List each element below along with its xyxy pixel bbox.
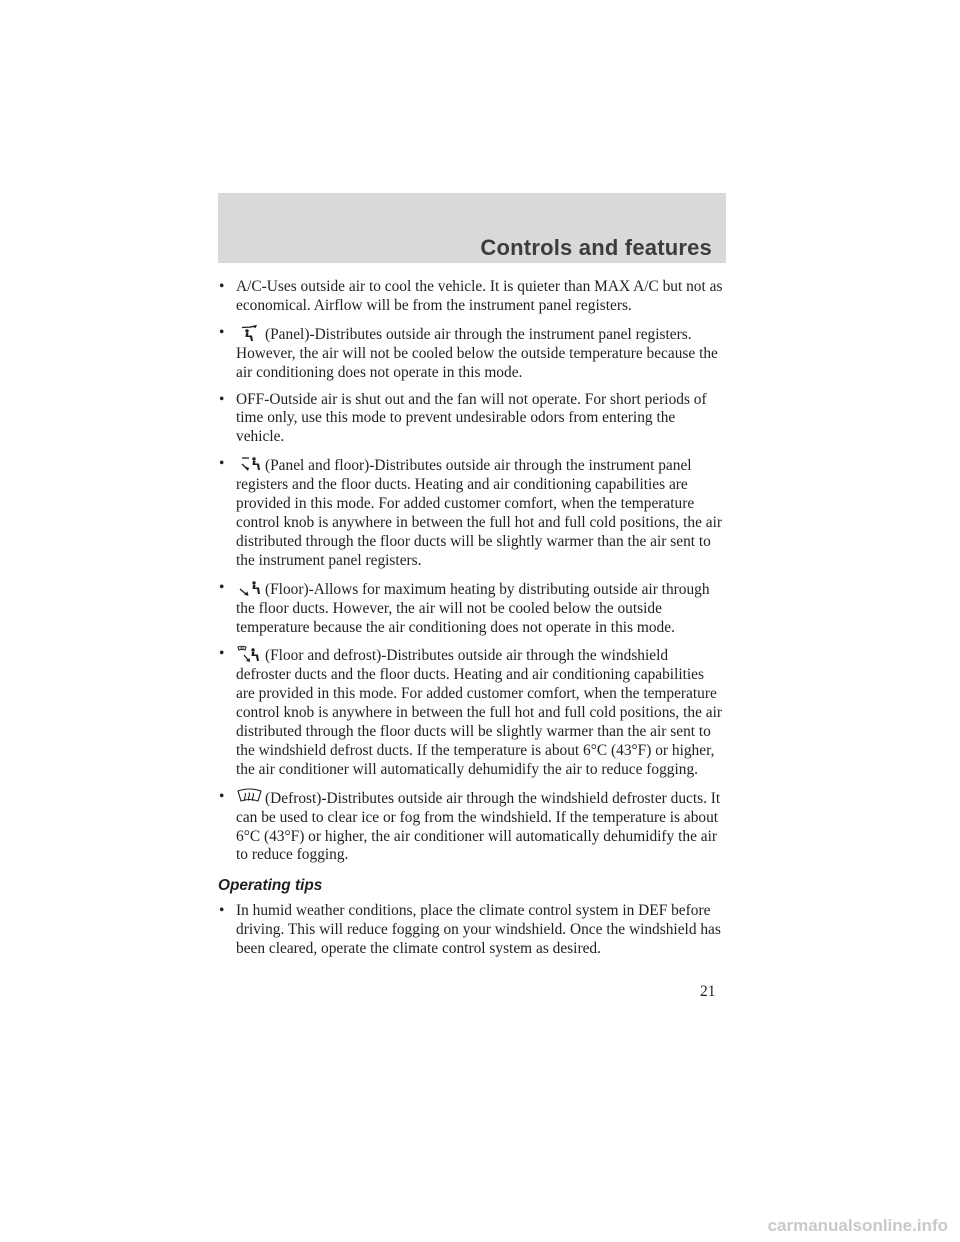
page-number: 21 — [700, 983, 716, 1000]
bullet-dot: • — [219, 787, 225, 805]
page-content — [218, 278, 726, 967]
bullet-dot: • — [219, 278, 225, 295]
bullet-ac — [218, 278, 726, 316]
bullet-tip — [218, 902, 726, 959]
bullet-text: In humid weather conditions, place the climate control system in DEF before driving. This will reduce fogging on your windshield. Once the windshield has been cleared, operate the climate control system as desired. — [236, 902, 721, 958]
bullet-text: (Panel)-Distributes outside air through the instrument panel registers. However, the air will not be cooled below the outside temperature because the air conditioning does not operate in this mode. — [236, 325, 718, 381]
bullet-panel-floor — [218, 455, 726, 570]
panel-vent-icon — [236, 324, 264, 342]
bullet-text: (Floor)-Allows for maximum heating by distributing outside air through the floor ducts. However, the air will not be cooled below the outside temperature because the air conditioning does not operate in this mode. — [236, 580, 710, 636]
bullet-floor — [218, 579, 726, 638]
bullet-text: A/C-Uses outside air to cool the vehicle. It is quieter than MAX A/C but not as economical. Airflow will be from the instrument panel registers. — [236, 278, 723, 314]
bullet-dot: • — [219, 323, 225, 341]
bullet-dot: • — [219, 578, 225, 596]
watermark: carmanualsonline.info — [767, 1216, 948, 1235]
bullet-panel — [218, 324, 726, 383]
bullet-dot: • — [219, 390, 225, 408]
bullet-off — [218, 391, 726, 448]
operating-tips-heading: Operating tips — [218, 877, 323, 895]
bullet-text: (Floor and defrost)-Distributes outside air through the windshield defroster ducts and the floor ducts. Heating and air conditioning capabilities are provided in this mode. For added customer comfort, when the temperature control knob is anywhere in between the full hot and full cold positions, the air distributed through the floor ducts will be slightly warmer than the air sent to the windshield defrost ducts. If the temperature is about 6°C (43°F) or higher, the air conditioner will automatically dehumidify the air to reduce fogging. — [236, 647, 722, 778]
panel-floor-vent-icon — [236, 455, 264, 473]
section-title: Controls and features — [480, 235, 712, 260]
bullet-dot: • — [219, 902, 225, 920]
bullet-text: (Panel and floor)-Distributes outside air through the instrument panel registers and the floor ducts. Heating and air conditioning capabilities are provided in this mode. For added customer comfort, when the temperature control knob is anywhere in between the full hot and full cold positions, the air distributed through the floor ducts will be slightly warmer than the air sent to the instrument panel registers. — [236, 457, 722, 569]
bullet-text: OFF-Outside air is shut out and the fan will not operate. For short periods of time only, use this mode to prevent undesirable odors from entering the vehicle. — [236, 390, 707, 446]
bullet-defrost — [218, 788, 726, 866]
bullet-text: (Defrost)-Distributes outside air through the windshield defroster ducts. It can be used to clear ice or fog from the windshield. If the temperature is about 6°C (43°F) or higher, the air conditioner will automatically dehumidify the air to reduce fogging. — [236, 789, 721, 864]
bullet-dot: • — [219, 645, 225, 663]
section-header — [218, 193, 726, 263]
floor-vent-icon — [236, 579, 264, 597]
defrost-icon — [236, 788, 264, 806]
bullet-dot: • — [219, 455, 225, 473]
bullet-floor-defrost — [218, 645, 726, 779]
floor-defrost-icon — [236, 645, 264, 663]
